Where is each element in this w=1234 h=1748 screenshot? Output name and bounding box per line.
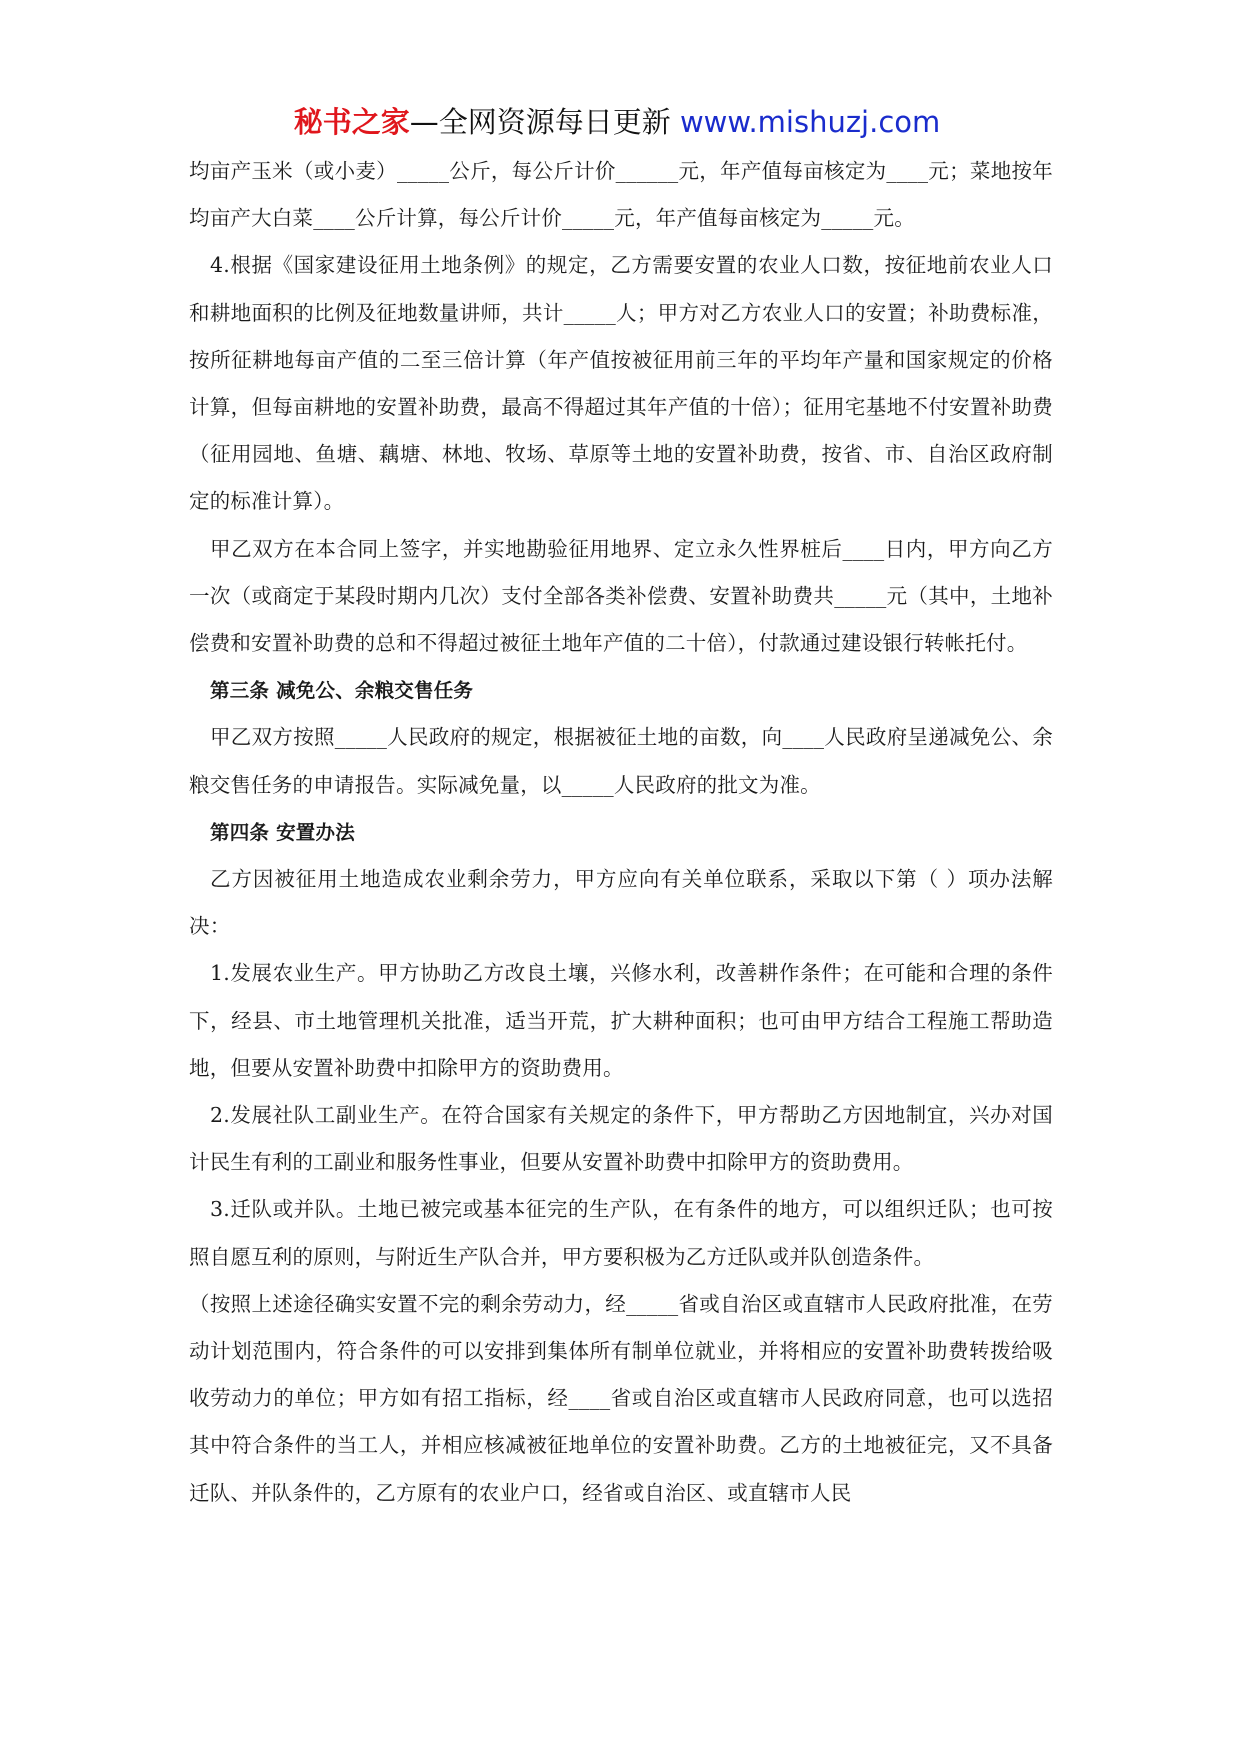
paragraph: 4.根据《国家建设征用土地条例》的规定，乙方需要安置的农业人口数，按征地前农业人口和耕地面积的比例及征地数量讲师，共计_____人；甲方对乙方农业人口的安置；补助费标准，按所征耕地每亩产值的二至三倍计算（年产值按被征用前三年的平均年产量和国家规定的价格计算，但每亩耕地的安置补助费，最高不得超过其年产值的十倍）；征用宅基地不付安置补助费（征用园地、鱼塘、藕塘、林地、牧场、草原等土地的安置补助费，按省、市、自治区政府制定的标准计算）。 [189,253,1053,514]
paragraph: 3.迁队或并队。土地已被完或基本征完的生产队，在有条件的地方，可以组织迁队；也可按照自愿互利的原则，与附近生产队合并，甲方要积极为乙方迁队或并队创造条件。 [189,1197,1053,1269]
paragraph: 2.发展社队工副业生产。在符合国家有关规定的条件下，甲方帮助乙方因地制宜，兴办对国计民生有利的工副业和服务性事业，但要从安置补助费中扣除甲方的资助费用。 [189,1103,1053,1175]
paragraph: 1.发展农业生产。甲方协助乙方改良土壤，兴修水利，改善耕作条件；在可能和合理的条件下，经县、市土地管理机关批准，适当开荒，扩大耕种面积；也可由甲方结合工程施工帮助造地，但要从安置补助费中扣除甲方的资助费用。 [189,961,1053,1080]
paragraph: 均亩产玉米（或小麦）_____公斤，每公斤计价______元，年产值每亩核定为____元；菜地按年均亩产大白菜____公斤计算，每公斤计价_____元，年产值每亩核定为_____元。 [189,159,1053,231]
section-heading: 第四条 安置办法 [210,820,355,844]
paragraph: 甲乙双方按照_____人民政府的规定，根据被征土地的亩数，向____人民政府呈递减免公、余粮交售任务的申请报告。实际减免量，以_____人民政府的批文为准。 [189,725,1053,797]
header-brand: 秘书之家 [293,105,410,139]
header-site-link[interactable]: www.mishuzj.com [679,105,941,139]
section-heading: 第三条 减免公、余粮交售任务 [210,679,474,703]
contract-body [189,148,1053,1517]
paragraph: （按照上述途径确实安置不完的剩余劳动力，经_____省或自治区或直辖市人民政府批准，在劳动计划范围内，符合条件的可以安排到集体所有制单位就业，并将相应的安置补助费转拨给吸收劳动力的单位；甲方如有招工指标，经____省或自治区或直辖市人民政府同意，也可以选招其中符合条件的当工人，并相应核减被征地单位的安置补助费。乙方的土地被征完，又不具备迁队、并队条件的，乙方原有的农业户口，经省或自治区、或直辖市人民 [189,1291,1053,1505]
page-header-banner [0,102,1234,142]
header-slogan: —全网资源每日更新 [409,105,680,139]
paragraph: 乙方因被征用土地造成农业剩余劳力，甲方应向有关单位联系，采取以下第（ ）项办法解决： [189,867,1053,939]
paragraph: 甲乙双方在本合同上签字，并实地勘验征用地界、定立永久性界桩后____日内，甲方向乙方一次（或商定于某段时期内几次）支付全部各类补偿费、安置补助费共_____元（其中，土地补偿费和安置补助费的总和不得超过被征土地年产值的二十倍），付款通过建设银行转帐托付。 [189,536,1053,656]
